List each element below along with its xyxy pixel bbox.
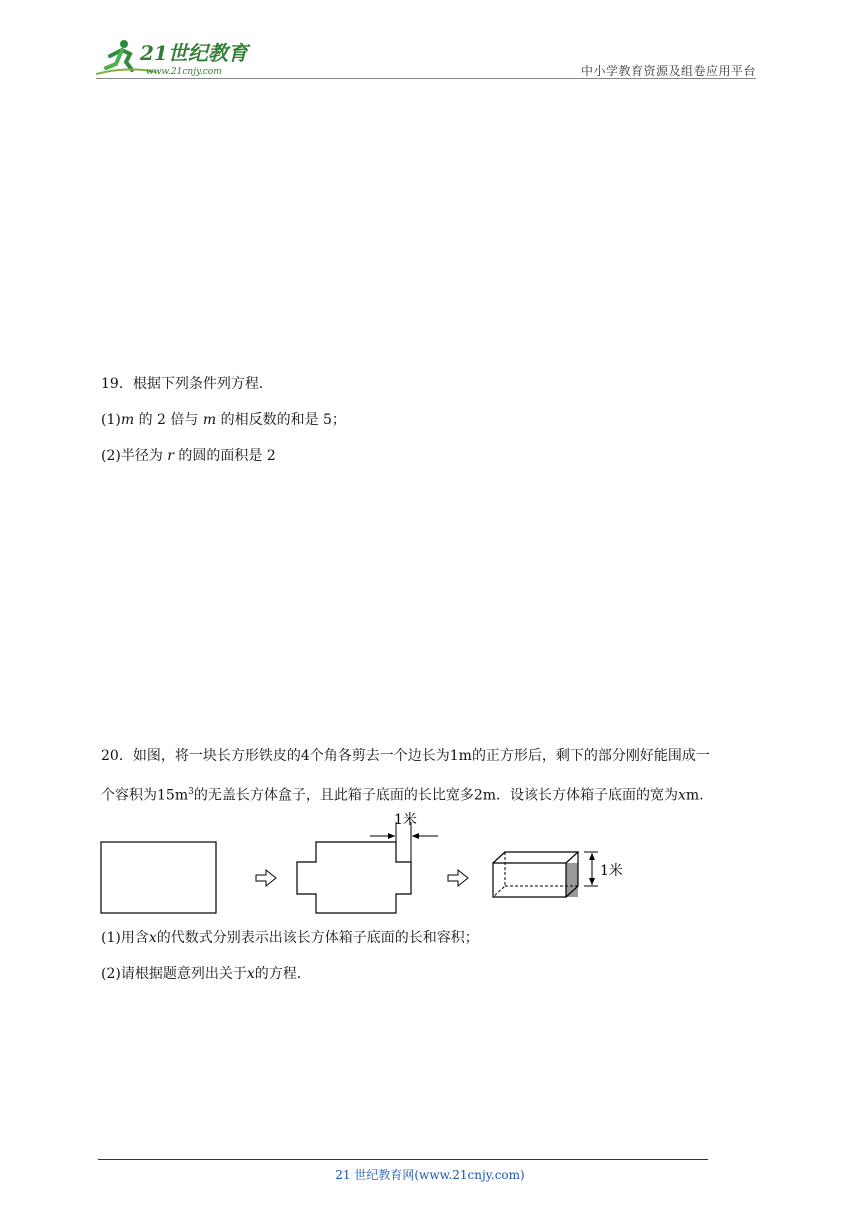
q20-text: 的无盖长方体盒子，且此箱子底面的长比宽多 <box>193 787 474 804</box>
var-r: r <box>167 448 174 464</box>
platform-name: 中小学教育资源及组卷应用平台 <box>580 64 756 78</box>
q20-text: 个容积为 <box>101 787 157 804</box>
q19-part2-text: (2)半径为 <box>101 448 168 464</box>
var-m: m <box>202 412 217 428</box>
footer-link[interactable]: 21 世纪教育网(www.21cnjy.com) <box>335 1168 525 1182</box>
cut-size-label: 1米 <box>394 812 417 828</box>
q20-num: 4 <box>300 748 310 764</box>
logo-url-text: www.21cnjy.com <box>146 67 222 77</box>
q20-side-length: 1m <box>449 748 472 764</box>
q19-part2-text: 的圆的面积是 2 <box>173 448 276 464</box>
var-m: m <box>120 412 135 428</box>
q20-part1-text: 的代数式分别表示出该长方体箱子底面的长和容积； <box>156 930 479 946</box>
q20-unit: m <box>685 787 700 804</box>
footer-divider <box>98 1159 708 1160</box>
page-header <box>96 30 756 80</box>
q20-part2-text: (2)请根据题意列出关于 <box>101 966 247 982</box>
q20-part2-text: 的方程． <box>254 966 311 982</box>
cut-sheet-shape <box>297 842 411 913</box>
q20-volume: 15m <box>157 787 189 804</box>
height-label: 1米 <box>600 863 623 879</box>
arrow-right-icon <box>448 870 468 886</box>
q20-line2 <box>101 782 713 806</box>
logo-main-text: 21世纪教育 <box>140 41 248 65</box>
q20-part1 <box>101 928 479 948</box>
q20-text: ．设该长方体箱子底面的宽为 <box>496 787 679 804</box>
header-divider <box>96 78 756 79</box>
q19-part1-label: (1) <box>101 412 121 428</box>
q20-diff: 2m <box>473 787 497 804</box>
arrowhead-icon <box>412 833 419 839</box>
q20-line1 <box>101 746 710 766</box>
open-box-figure <box>493 852 578 897</box>
logo <box>96 36 266 80</box>
var-x: x <box>246 966 255 982</box>
var-x: x <box>148 930 157 946</box>
q19-part1-text: 的相反数的和是 5； <box>216 412 346 428</box>
q19-part2 <box>101 446 276 466</box>
q20-part1-text: (1)用含 <box>101 930 149 946</box>
q19-title: 19．根据下列条件列方程． <box>101 376 273 392</box>
q20-text: ． <box>699 787 714 804</box>
sheet-rectangle <box>101 842 216 913</box>
q20-part2 <box>101 964 311 984</box>
q20-text: 个角各剪去一个边长为 <box>309 748 450 764</box>
q19-part1 <box>101 410 346 430</box>
q20-figure <box>98 808 658 920</box>
arrowhead-icon <box>388 833 395 839</box>
var-x: x <box>678 787 686 804</box>
q19-part1-text: 的 2 倍与 <box>134 412 203 428</box>
q20-volume-exp: 3 <box>188 787 194 797</box>
arrow-right-icon <box>256 870 276 886</box>
q20-text: 20．如图，将一块长方形铁皮的 <box>101 748 301 764</box>
q20-text: 的正方形后，剩下的部分刚好能围成一 <box>471 748 710 764</box>
